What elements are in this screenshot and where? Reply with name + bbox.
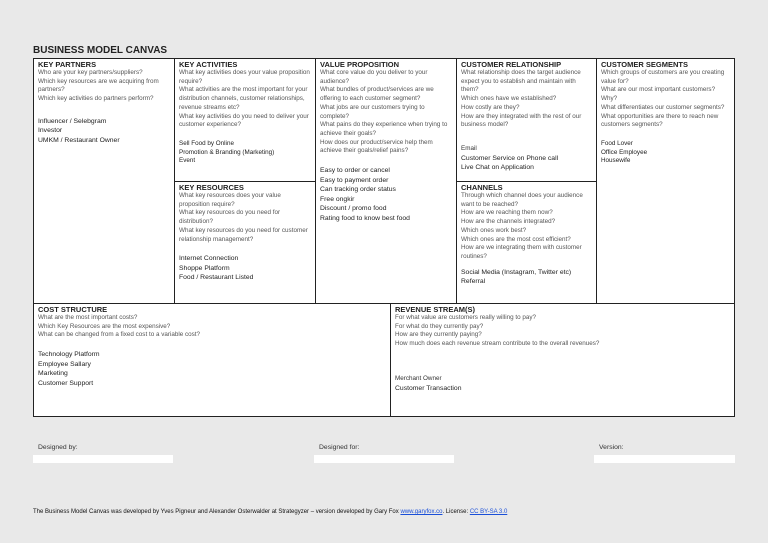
answer: Referral: [461, 278, 486, 286]
answer: Customer Transaction: [395, 384, 462, 392]
answer: Shoppe Platform: [179, 264, 230, 272]
cost-structure-heading: COST STRUCTURE: [38, 305, 108, 314]
answer: Social Media (Instagram, Twitter etc): [461, 268, 572, 276]
answer: Customer Service on Phone call: [461, 154, 559, 162]
answer: Discount / promo food: [320, 205, 387, 213]
answer: Influencer / Selebgram: [38, 117, 107, 125]
license-label: . License:: [442, 509, 470, 515]
question: How are the channels integrated?: [461, 218, 556, 226]
answer: Merchant Owner: [395, 374, 442, 382]
key-partners-heading: KEY PARTNERS: [38, 60, 97, 69]
question: How costly are they?: [461, 103, 520, 111]
answer: Housewife: [601, 157, 631, 165]
answer: Technology Platform: [38, 351, 100, 359]
question: Through which channel does your audience want to be reached?: [461, 192, 583, 208]
key-resources-heading: KEY RESOURCES: [179, 183, 244, 192]
answer: Easy to payment order: [320, 176, 389, 184]
designed-by-field[interactable]: [33, 455, 173, 463]
answer: Customer Support: [38, 379, 94, 387]
question: What relationship does the target audience expect you to establish and maintain with them?: [461, 69, 581, 94]
answer: Promotion & Branding (Marketing): [179, 148, 275, 156]
question: What key resources do you need for customer relationship management?: [179, 226, 308, 243]
question: What key activities does your value proposition require?: [179, 69, 310, 85]
question: What key resources does your value proposition require?: [179, 192, 281, 208]
question: What activities are the most important for your distribution channels, customer relationships, revenue streams etc?: [179, 86, 308, 111]
answer: Live Chat on Application: [461, 164, 534, 172]
answer: Email: [461, 144, 477, 152]
license-link[interactable]: CC BY-SA 3.0: [469, 509, 508, 515]
designed-by-label: Designed by:: [38, 444, 78, 451]
customer-relationship-heading: CUSTOMER RELATIONSHIP: [461, 60, 562, 69]
answer: Office Employee: [601, 148, 648, 156]
answer: Sell Food by Online: [179, 139, 234, 147]
version-field[interactable]: [594, 455, 735, 463]
question: Who are your key partners/suppliers?: [38, 69, 143, 76]
question: For what value are customers really willing to pay?: [395, 314, 537, 321]
answer: Investor: [38, 127, 63, 135]
answer: Event: [179, 157, 196, 165]
answer: Marketing: [38, 370, 68, 378]
credit-text: The Business Model Canvas was developed by Yves Pigneur and Alexander Osterwalder at Strategyzer – version developed by Gary Fox: [33, 509, 401, 515]
question: What pains do they experience when trying to achieve their goals?: [320, 121, 448, 137]
customer-segments-heading: CUSTOMER SEGMENTS: [601, 60, 688, 69]
credit-line: [33, 509, 507, 515]
question: Why?: [601, 95, 618, 103]
cost-structure-section: [34, 303, 390, 416]
business-model-canvas: [33, 58, 735, 417]
garyfox-link[interactable]: www.garyfox.co: [400, 509, 443, 515]
question: What are the most important costs?: [38, 314, 138, 321]
answer: Internet Connection: [179, 255, 239, 263]
value-proposition-section: [315, 59, 456, 303]
question: How are they integrated with the rest of our business model?: [461, 112, 582, 129]
question: Which ones work best?: [461, 226, 527, 234]
answer: Employee Sallary: [38, 360, 91, 368]
canvas-title: BUSINESS MODEL CANVAS: [33, 45, 168, 56]
question: Which key resources are we acquiring from partners?: [38, 77, 159, 94]
question: How does our product/service help them achieve their goals/relief pains?: [320, 138, 433, 155]
question: What can be changed from a fixed cost to a variable cost?: [38, 331, 201, 339]
question: Which ones are the most cost efficient?: [461, 235, 571, 243]
question: Which Key Resources are the most expensive?: [38, 322, 171, 330]
revenue-streams-section: [390, 303, 734, 416]
value-proposition-heading: VALUE PROPOSITION: [320, 60, 400, 69]
answer: Rating food to know best food: [320, 215, 410, 222]
question: Which key activities do partners perform?: [38, 95, 154, 103]
question: Which ones have we established?: [461, 95, 557, 103]
key-partners-section: [34, 59, 174, 303]
answer: UMKM / Restaurant Owner: [38, 137, 120, 144]
question: How are we reaching them now?: [461, 209, 553, 217]
version-label: Version:: [599, 444, 624, 451]
answer: Food Lover: [601, 139, 633, 147]
question: For what do they currently pay?: [395, 322, 484, 330]
answer: Can tracking order status: [320, 186, 396, 194]
answer: Easy to order or cancel: [320, 167, 390, 175]
key-resources-section: [174, 181, 315, 303]
question: What jobs are our customers trying to complete?: [320, 103, 425, 120]
channels-heading: CHANNELS: [461, 183, 503, 192]
answer: Free ongkir: [320, 195, 355, 203]
question: How much does each revenue stream contribute to the overall revenues?: [395, 340, 600, 348]
customer-relationship-section: [456, 59, 596, 181]
designed-for-label: Designed for:: [319, 444, 360, 451]
question: How are they currently paying?: [395, 331, 482, 339]
question: What bundles of product/services are we offering to each customer segment?: [320, 86, 434, 103]
question: What key activities do you need to deliver your customer experience?: [179, 112, 309, 129]
question: How are we integrating them with customer routines?: [461, 244, 582, 260]
channels-section: [456, 181, 596, 303]
question: What differentiates our customer segments?: [601, 103, 725, 111]
key-activities-section: [174, 59, 315, 181]
question: What core value do you deliver to your audience?: [320, 69, 428, 85]
question: What opportunities are there to reach new customers segments?: [601, 112, 719, 129]
designed-for-field[interactable]: [314, 455, 454, 463]
question: What key resources do you need for distribution?: [179, 209, 281, 226]
question: Which groups of customers are you creating value for?: [601, 69, 725, 85]
question: What are our most important customers?: [601, 86, 716, 94]
key-activities-heading: KEY ACTIVITIES: [179, 60, 238, 69]
revenue-streams-heading: REVENUE STREAM(S): [395, 305, 476, 314]
customer-segments-section: [596, 59, 734, 303]
answer: Food / Restaurant Listed: [179, 274, 254, 282]
